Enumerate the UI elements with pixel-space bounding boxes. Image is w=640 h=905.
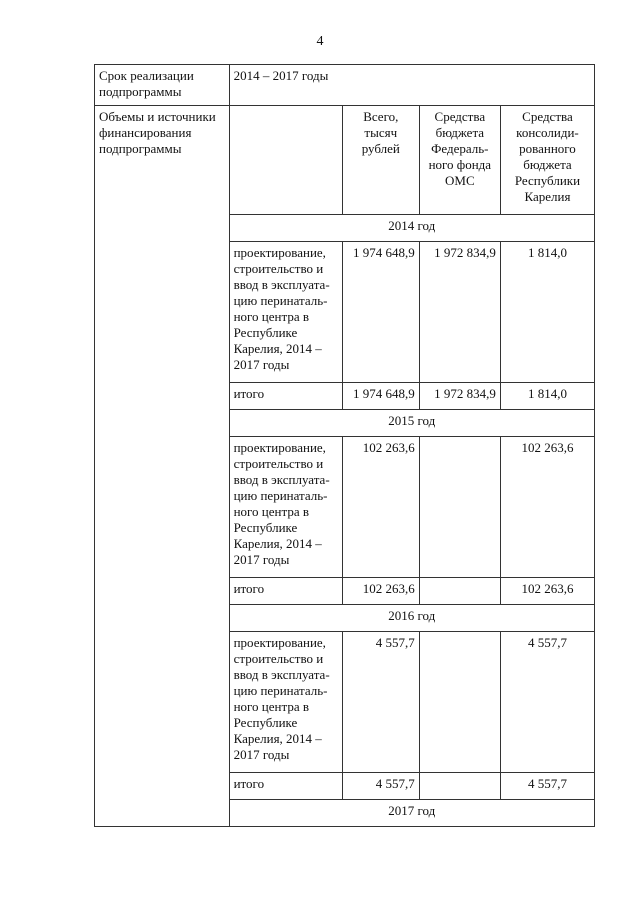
project-regional: 4 557,7 xyxy=(500,632,594,773)
sum-regional: 1 814,0 xyxy=(500,383,594,410)
sum-total: 1 974 648,9 xyxy=(342,383,419,410)
project-federal xyxy=(419,437,500,578)
year-heading: 2017 год xyxy=(229,800,594,827)
sum-federal xyxy=(419,578,500,605)
year-heading: 2014 год xyxy=(229,215,594,242)
term-value: 2014 – 2017 годы xyxy=(229,65,594,106)
sum-regional: 102 263,6 xyxy=(500,578,594,605)
sum-total: 4 557,7 xyxy=(342,773,419,800)
project-total: 102 263,6 xyxy=(342,437,419,578)
project-regional: 1 814,0 xyxy=(500,242,594,383)
page-number: 4 xyxy=(316,34,324,49)
sum-federal xyxy=(419,773,500,800)
sum-federal: 1 972 834,9 xyxy=(419,383,500,410)
total-label: итого xyxy=(229,773,342,800)
empty-header-cell xyxy=(229,106,342,215)
term-label: Срок реализации подпрограммы xyxy=(95,65,230,106)
sum-total: 102 263,6 xyxy=(342,578,419,605)
project-label: проектирование, строительство и ввод в эксплуата-цию перинаталь-ного центра в Республике Карелия, 2014 – 2017 годы xyxy=(229,242,342,383)
total-label: итого xyxy=(229,383,342,410)
funding-header-row xyxy=(95,106,595,215)
project-total: 1 974 648,9 xyxy=(342,242,419,383)
term-row xyxy=(95,65,595,106)
project-federal: 1 972 834,9 xyxy=(419,242,500,383)
project-total: 4 557,7 xyxy=(342,632,419,773)
project-label: проектирование, строительство и ввод в эксплуата-цию перинаталь-ного центра в Республике Карелия, 2014 – 2017 годы xyxy=(229,437,342,578)
sum-regional: 4 557,7 xyxy=(500,773,594,800)
project-regional: 102 263,6 xyxy=(500,437,594,578)
col-total-header: Всего, тысяч рублей xyxy=(342,106,419,215)
project-label: проектирование, строительство и ввод в эксплуата-цию перинаталь-ного центра в Республике Карелия, 2014 – 2017 годы xyxy=(229,632,342,773)
funding-label: Объемы и источники финансирования подпрограммы xyxy=(95,106,230,827)
col-federal-header: Средства бюджета Федераль-ного фонда ОМС xyxy=(419,106,500,215)
total-label: итого xyxy=(229,578,342,605)
col-regional-header: Средства консолиди-рованного бюджета Республики Карелия xyxy=(500,106,594,215)
year-heading: 2015 год xyxy=(229,410,594,437)
subprogram-passport-table xyxy=(94,64,595,827)
project-federal xyxy=(419,632,500,773)
year-heading: 2016 год xyxy=(229,605,594,632)
